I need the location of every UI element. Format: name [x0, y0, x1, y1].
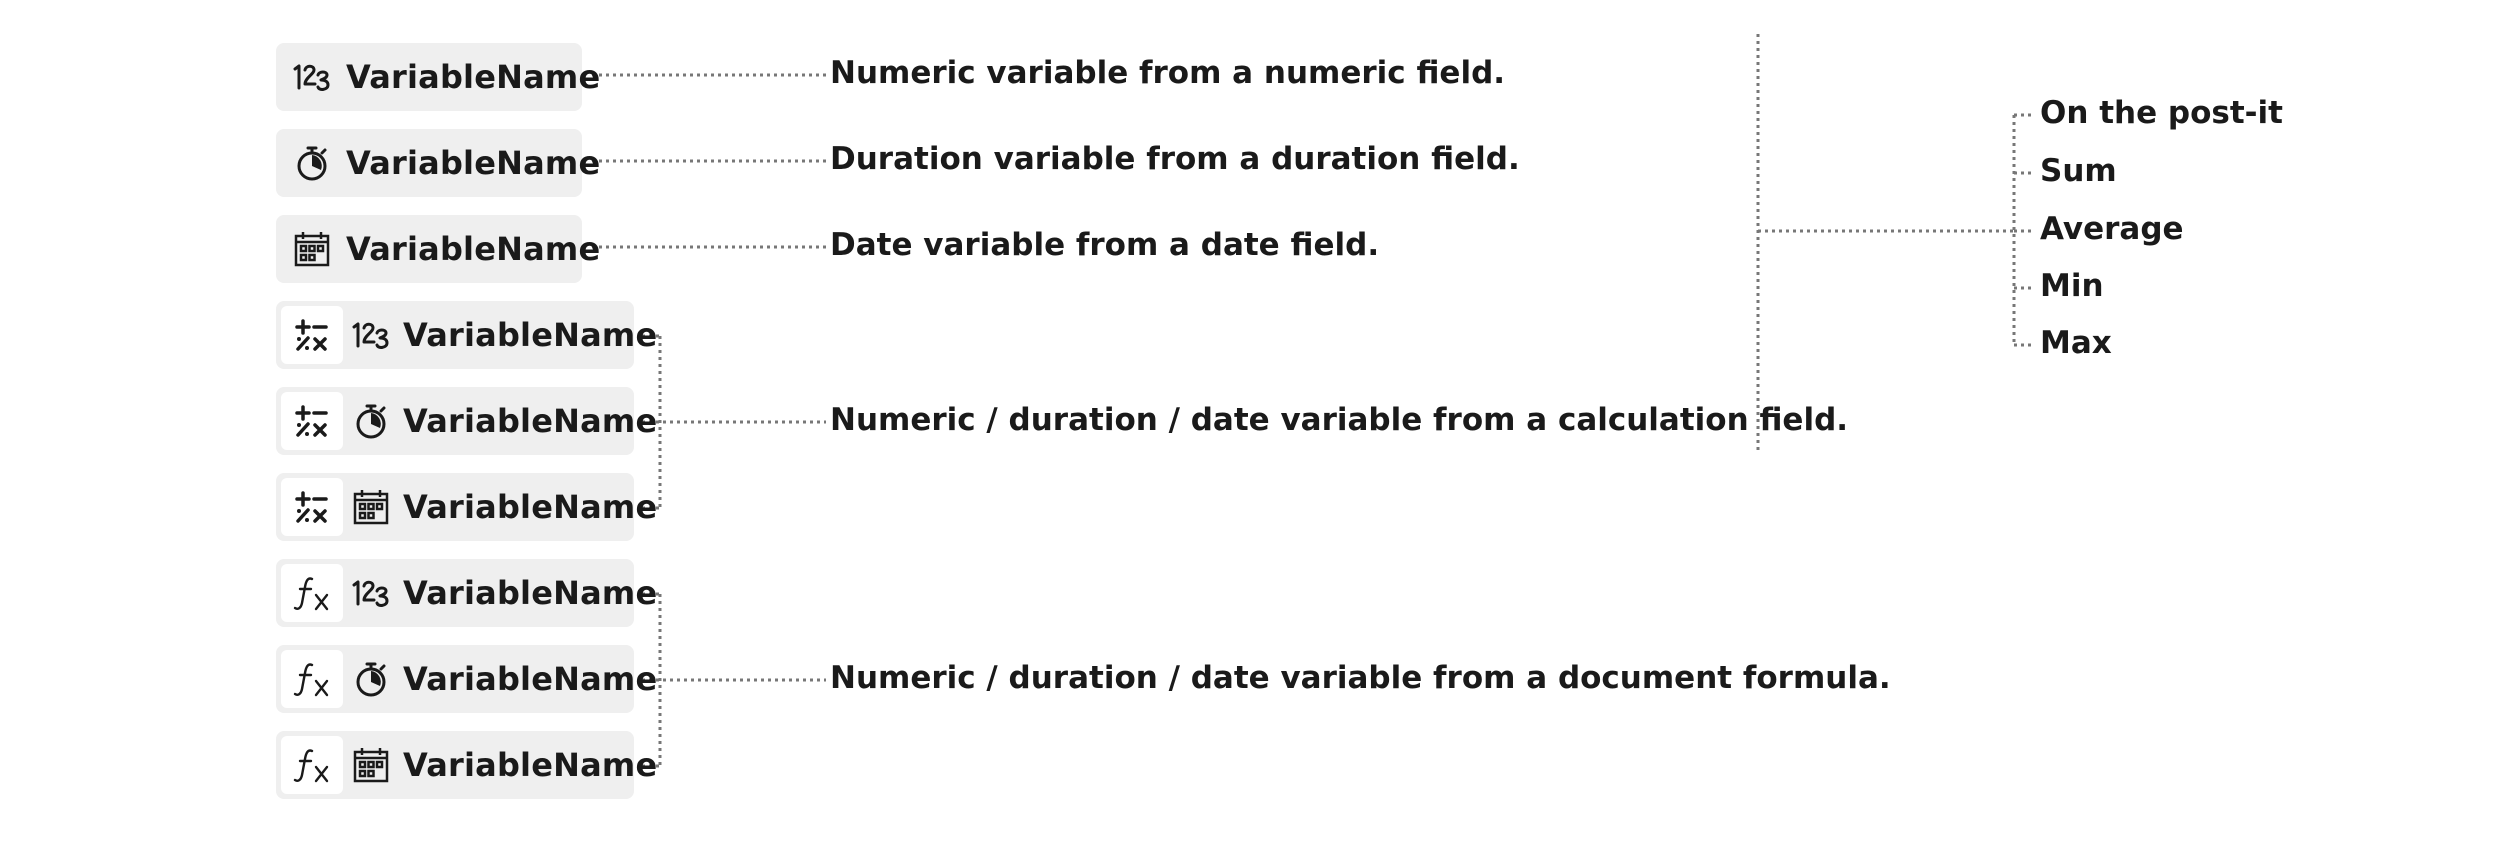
numeric-123-icon — [351, 315, 391, 355]
variable-name: VariableName — [403, 660, 658, 698]
calculation-operators-icon — [281, 306, 343, 364]
date-description: Date variable from a date field. — [830, 227, 1380, 263]
variable-name: VariableName — [403, 316, 658, 354]
fx-formula-icon — [281, 650, 343, 708]
aggregation-sum: Sum — [2040, 153, 2117, 189]
calendar-icon — [351, 745, 391, 785]
formula-description: Numeric / duration / date variable from a document formula. — [830, 660, 1891, 696]
stopwatch-icon — [351, 659, 391, 699]
fx-formula-icon — [281, 564, 343, 622]
formula-duration-variable-chip[interactable] — [276, 645, 658, 713]
numeric-123-icon — [292, 57, 332, 97]
aggregation-average: Average — [2040, 211, 2184, 247]
duration-description: Duration variable from a duration field. — [830, 141, 1520, 177]
date-variable-chip[interactable] — [276, 215, 601, 283]
calculation-date-variable-chip[interactable] — [276, 473, 658, 541]
numeric-variable-chip[interactable] — [276, 43, 601, 111]
calculation-operators-icon — [281, 478, 343, 536]
variable-name: VariableName — [403, 746, 658, 784]
calendar-icon — [292, 229, 332, 269]
duration-variable-chip[interactable] — [276, 129, 601, 197]
calculation-duration-variable-chip[interactable] — [276, 387, 658, 455]
numeric-123-icon — [351, 573, 391, 613]
variable-name: VariableName — [346, 230, 601, 268]
formula-date-variable-chip[interactable] — [276, 731, 658, 799]
calculation-operators-icon — [281, 392, 343, 450]
variable-name: VariableName — [403, 402, 658, 440]
aggregation-min: Min — [2040, 268, 2104, 304]
formula-numeric-variable-chip[interactable] — [276, 559, 658, 627]
calendar-icon — [351, 487, 391, 527]
aggregation-max: Max — [2040, 325, 2112, 361]
stopwatch-icon — [351, 401, 391, 441]
variable-name: VariableName — [346, 58, 601, 96]
calculation-numeric-variable-chip[interactable] — [276, 301, 658, 369]
numeric-description: Numeric variable from a numeric field. — [830, 55, 1506, 91]
variable-name: VariableName — [403, 488, 658, 526]
calculation-description: Numeric / duration / date variable from a calculation field. — [830, 402, 1849, 438]
variable-name: VariableName — [346, 144, 601, 182]
fx-formula-icon — [281, 736, 343, 794]
aggregation-on-the-post-it: On the post-it — [2040, 95, 2283, 131]
stopwatch-icon — [292, 143, 332, 183]
variable-name: VariableName — [403, 574, 658, 612]
